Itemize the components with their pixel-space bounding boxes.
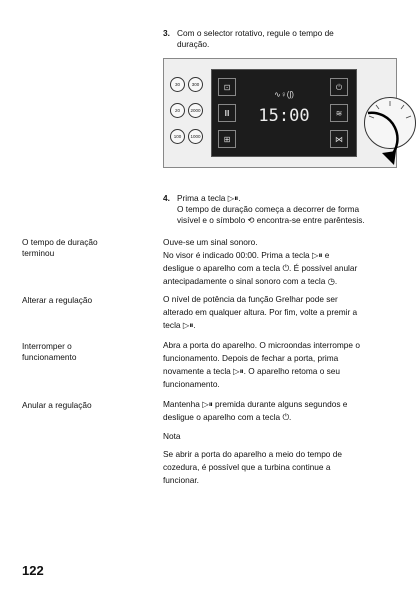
program-icon: ⊡ xyxy=(218,78,236,96)
step-4-line-2: O tempo de duração começa a decorrer de forma xyxy=(177,204,360,214)
step-4 xyxy=(163,193,403,226)
step-4-line-1: Prima a tecla ▷⏸. xyxy=(177,193,241,203)
note-body: Se abrir a porta do aparelho a meio do tempo de cozedura, é possível que a turbina continue a funcionar. xyxy=(163,449,342,485)
time-display: 15:00 xyxy=(258,106,310,126)
display-panel xyxy=(211,69,357,157)
step-4-line-3: visível e o símbolo ⟲ encontra-se entre parêntesis. xyxy=(177,215,365,225)
power-level-button-4: 2000 xyxy=(188,103,203,118)
power-level-button-3: 20 xyxy=(170,103,185,118)
step-3 xyxy=(163,28,403,50)
step-4-number: 4. xyxy=(163,193,170,203)
power-level-button-2: 300 xyxy=(188,77,203,92)
step-3-line-1: Com o selector rotativo, regule o tempo de xyxy=(177,28,334,38)
section-body-interrupt: Abra a porta do aparelho. O microondas interrompe o funcionamento. Depois de fechar a porta, prima novamente a tecla ▷⏸. O aparelho retoma o seu funcionamento. xyxy=(163,340,360,389)
step-3-line-2: duração. xyxy=(177,39,210,49)
start-icon: ⋈ xyxy=(330,130,348,148)
power-level-button-6: 1000 xyxy=(188,129,203,144)
section-body-change-setting: O nível de potência da função Grelhar pode ser alterado em qualquer altura. Por fim, volte a premir a tecla ▷⏸. xyxy=(163,294,358,330)
grill-icon: Ⅲ xyxy=(218,104,236,122)
page-number: 122 xyxy=(22,563,44,578)
power-icon: ⏻ xyxy=(330,78,348,96)
memory-icon: ⊞ xyxy=(218,130,236,148)
program-symbol: ∿♀(ʃ) xyxy=(274,90,294,99)
control-panel-illustration xyxy=(163,58,397,168)
power-level-button-5: 100 xyxy=(170,129,185,144)
section-body-time-ended: Ouve-se um sinal sonoro. No visor é indicado 00:00. Prima a tecla ▷⏸ e desligue o aparelho com a tecla ⏻. É possível anular antecipadamente o sinal sonoro com a tecla ◷. xyxy=(163,237,358,286)
step-3-number: 3. xyxy=(163,28,170,38)
section-label-time-ended: O tempo de duração terminou xyxy=(22,237,98,258)
section-label-change-setting: Alterar a regulação xyxy=(22,295,93,305)
section-label-cancel-setting: Anular a regulação xyxy=(22,400,92,410)
note-title: Nota xyxy=(163,431,181,441)
section-body-cancel-setting: Mantenha ▷⏸ premida durante alguns segundos e desligue o aparelho com a tecla ⏻. xyxy=(163,399,348,422)
power-level-button-1: 30 xyxy=(170,77,185,92)
defrost-icon: ≋ xyxy=(330,104,348,122)
rotation-arrow-icon xyxy=(360,109,400,169)
section-label-interrupt: Interromper o funcionamento xyxy=(22,341,77,362)
